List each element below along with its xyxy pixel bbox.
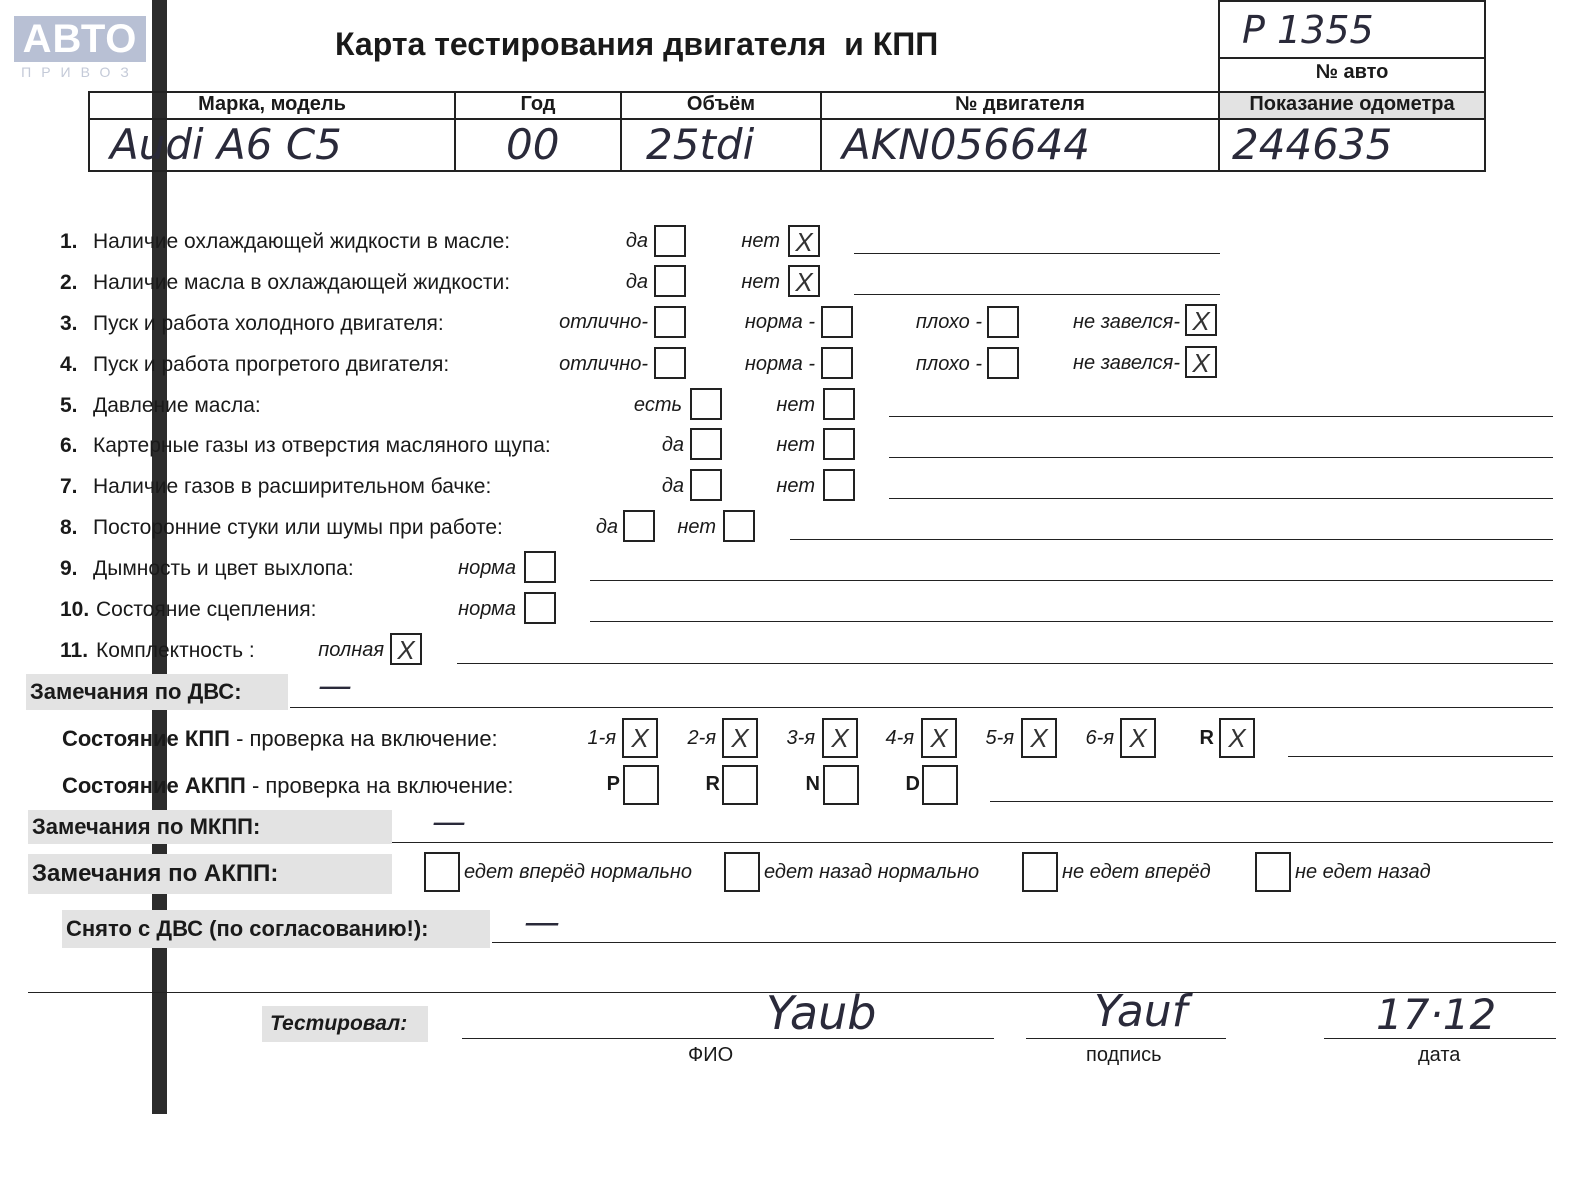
mode-label: R — [705, 773, 720, 795]
option-label: не завелся- — [1073, 352, 1180, 374]
checkbox[interactable] — [821, 306, 853, 338]
removed-value: — — [524, 902, 560, 943]
item-text: Картерные газы из отверстия масляного щупа: — [93, 434, 551, 457]
mkpp-remarks-label: Замечания по МКПП: — [28, 810, 392, 844]
signature-value: Yauf — [1094, 986, 1188, 1037]
akpp-remark-checkbox[interactable] — [1255, 852, 1291, 892]
value-brand: Audi A6 C5 — [110, 120, 342, 169]
option-label: полная — [318, 639, 384, 661]
option-label: нет — [776, 394, 815, 416]
gear-label: 3-я — [786, 727, 815, 749]
kpp-label-rest: - проверка на включение: — [229, 726, 498, 751]
car-number-value: Р 1355 — [1242, 8, 1374, 52]
note-line — [790, 539, 1553, 540]
gear-label: 4-я — [885, 727, 914, 749]
check-mark: X — [397, 635, 415, 665]
checkbox[interactable] — [823, 428, 855, 460]
signature-label: подпись — [1086, 1044, 1162, 1066]
header-volume: Объём — [686, 93, 756, 115]
gear-checkbox[interactable] — [1120, 718, 1156, 758]
note-line — [889, 416, 1553, 417]
mkpp-remarks-value: — — [432, 802, 466, 842]
checkbox[interactable] — [987, 306, 1019, 338]
option-label: нет — [776, 434, 815, 456]
checkbox[interactable] — [821, 347, 853, 379]
signature-line — [1026, 1038, 1226, 1039]
note-line — [392, 842, 1553, 843]
mode-checkbox[interactable] — [623, 765, 659, 805]
value-engine-number: AKN056644 — [842, 120, 1091, 169]
gear-checkbox[interactable] — [1219, 718, 1255, 758]
checkbox[interactable] — [654, 265, 686, 297]
item-number: 11. — [60, 639, 89, 662]
option-label: норма - — [744, 353, 815, 375]
check-mark: X — [731, 723, 749, 753]
note-line — [457, 663, 1553, 664]
checkbox[interactable] — [524, 592, 556, 624]
checkbox[interactable] — [654, 225, 686, 257]
checkbox[interactable] — [654, 347, 686, 379]
note-line — [290, 707, 1553, 708]
mode-checkbox[interactable] — [722, 765, 758, 805]
checkbox[interactable] — [690, 469, 722, 501]
akpp-remark-label: едет вперёд нормально — [464, 861, 693, 883]
gear-label: R — [1199, 727, 1214, 749]
option-label: есть — [633, 394, 682, 416]
note-line — [889, 457, 1553, 458]
gear-label: 6-я — [1085, 727, 1114, 749]
header-brand: Марка, модель — [198, 93, 346, 115]
note-line — [854, 294, 1220, 295]
item-text: Наличие охлаждающей жидкости в масле: — [93, 230, 511, 253]
checkbox[interactable] — [823, 469, 855, 501]
car-number-label-cell — [1218, 57, 1486, 93]
mode-label: D — [905, 773, 920, 795]
fio-line — [462, 1038, 994, 1039]
check-mark: X — [831, 723, 849, 753]
page-title: Карта тестирования двигателя и КПП — [335, 26, 939, 62]
item-number: 6. — [60, 434, 78, 457]
checkbox[interactable] — [524, 551, 556, 583]
akpp-label-bold: Состояние АКПП — [62, 773, 246, 798]
fio-label: ФИО — [688, 1044, 734, 1066]
akpp-remarks-label: Замечания по АКПП: — [28, 854, 392, 894]
option-label: плохо - — [915, 311, 982, 333]
item-number: 4. — [60, 353, 78, 376]
gear-checkbox[interactable] — [722, 718, 758, 758]
item-number: 8. — [60, 516, 78, 539]
note-line — [990, 801, 1553, 802]
mode-label: N — [805, 773, 820, 795]
check-mark: X — [930, 723, 948, 753]
akpp-remark-label: не едет назад — [1295, 861, 1431, 883]
dvs-remarks-value: — — [318, 666, 352, 706]
option-label: нет — [741, 230, 780, 252]
gear-label: 2-я — [687, 727, 716, 749]
gear-label: 5-я — [985, 727, 1014, 749]
option-label: нет — [741, 271, 780, 293]
check-mark: X — [1129, 723, 1147, 753]
note-line — [854, 253, 1220, 254]
option-label: нет — [677, 516, 716, 538]
item-number: 10. — [60, 598, 90, 621]
logo-text: АВТО — [14, 16, 146, 62]
note-line — [1288, 756, 1553, 757]
value-year: 00 — [506, 120, 560, 169]
gear-checkbox[interactable] — [622, 718, 658, 758]
date-value: 17·12 — [1376, 990, 1497, 1039]
removed-label: Снято с ДВС (по согласованию!): — [62, 910, 490, 948]
kpp-label-bold: Состояние КПП — [62, 726, 230, 751]
item-text: Дымность и цвет выхлопа: — [93, 557, 354, 580]
item-text: Давление масла: — [93, 394, 261, 417]
car-number-label: № авто — [1315, 61, 1389, 83]
item-text: Комплектность : — [96, 639, 255, 662]
option-label: не завелся- — [1073, 311, 1180, 333]
check-mark: X — [795, 267, 813, 297]
option-label: да — [661, 434, 684, 456]
checkbox[interactable] — [623, 510, 655, 542]
akpp-label-rest: - проверка на включение: — [245, 773, 514, 798]
akpp-remark-checkbox[interactable] — [724, 852, 760, 892]
option-label: нет — [776, 475, 815, 497]
header-year: Год — [520, 93, 556, 115]
note-line — [492, 942, 1556, 943]
option-label: да — [625, 271, 648, 293]
mode-checkbox[interactable] — [922, 765, 958, 805]
item-text: Пуск и работа прогретого двигателя: — [93, 353, 450, 376]
tester-label: Тестировал: — [262, 1006, 428, 1042]
note-line — [889, 498, 1553, 499]
gear-label: 1-я — [587, 727, 616, 749]
item-text: Наличие газов в расширительном бачке: — [93, 475, 492, 498]
check-mark: X — [1192, 306, 1210, 336]
item-number: 5. — [60, 394, 78, 417]
dvs-remarks-label: Замечания по ДВС: — [26, 674, 288, 710]
akpp-remark-label: не едет вперёд — [1062, 861, 1211, 883]
date-label: дата — [1418, 1044, 1461, 1066]
option-label: норма - — [744, 311, 815, 333]
logo-subtext: ПРИВОЗ — [21, 64, 139, 80]
option-label: да — [625, 230, 648, 252]
check-mark: X — [1030, 723, 1048, 753]
item-number: 2. — [60, 271, 78, 294]
akpp-remark-checkbox[interactable] — [424, 852, 460, 892]
gear-checkbox[interactable] — [921, 718, 957, 758]
checkbox[interactable] — [723, 510, 755, 542]
checkbox-checked[interactable] — [1185, 304, 1217, 336]
item-number: 1. — [60, 230, 78, 253]
akpp-label — [62, 773, 514, 799]
mode-label: P — [606, 773, 620, 795]
option-label: отлично- — [559, 311, 648, 333]
item-number: 3. — [60, 312, 78, 335]
checkbox[interactable] — [987, 347, 1019, 379]
value-volume: 25tdi — [646, 120, 755, 169]
checkbox[interactable] — [690, 428, 722, 460]
gear-checkbox[interactable] — [1021, 718, 1057, 758]
option-label: да — [661, 475, 684, 497]
checkbox[interactable] — [690, 388, 722, 420]
fio-value: Yaub — [766, 986, 877, 1040]
checkbox-checked[interactable] — [1185, 346, 1217, 378]
option-label: плохо - — [915, 353, 982, 375]
check-mark: X — [1192, 348, 1210, 378]
checkbox[interactable] — [654, 306, 686, 338]
header-engine-number: № двигателя — [955, 93, 1085, 115]
check-mark: X — [795, 227, 813, 257]
car-number-box — [1218, 0, 1486, 59]
item-text: Пуск и работа холодного двигателя: — [93, 312, 444, 335]
option-label: отлично- — [559, 353, 648, 375]
value-odometer: 244635 — [1232, 120, 1393, 169]
checkbox-checked[interactable] — [390, 633, 422, 665]
checkbox-checked[interactable] — [788, 225, 820, 257]
item-number: 7. — [60, 475, 78, 498]
option-label: да — [595, 516, 618, 538]
akpp-remark-checkbox[interactable] — [1022, 852, 1058, 892]
option-label: норма — [458, 598, 516, 620]
check-mark: X — [1228, 723, 1246, 753]
logo — [14, 16, 146, 80]
header-odometer: Показание одометра — [1249, 93, 1455, 115]
item-number: 9. — [60, 557, 78, 580]
akpp-remark-label: едет назад нормально — [764, 861, 980, 883]
option-label: норма — [458, 557, 516, 579]
mode-checkbox[interactable] — [823, 765, 859, 805]
checkbox[interactable] — [823, 388, 855, 420]
kpp-label — [62, 726, 498, 752]
checkbox-checked[interactable] — [788, 265, 820, 297]
note-line — [590, 621, 1553, 622]
item-text: Состояние сцепления: — [96, 598, 317, 621]
note-line — [590, 580, 1553, 581]
item-text: Наличие масла в охлаждающей жидкости: — [93, 271, 511, 294]
check-mark: X — [631, 723, 649, 753]
item-text: Посторонние стуки или шумы при работе: — [93, 516, 503, 539]
gear-checkbox[interactable] — [822, 718, 858, 758]
